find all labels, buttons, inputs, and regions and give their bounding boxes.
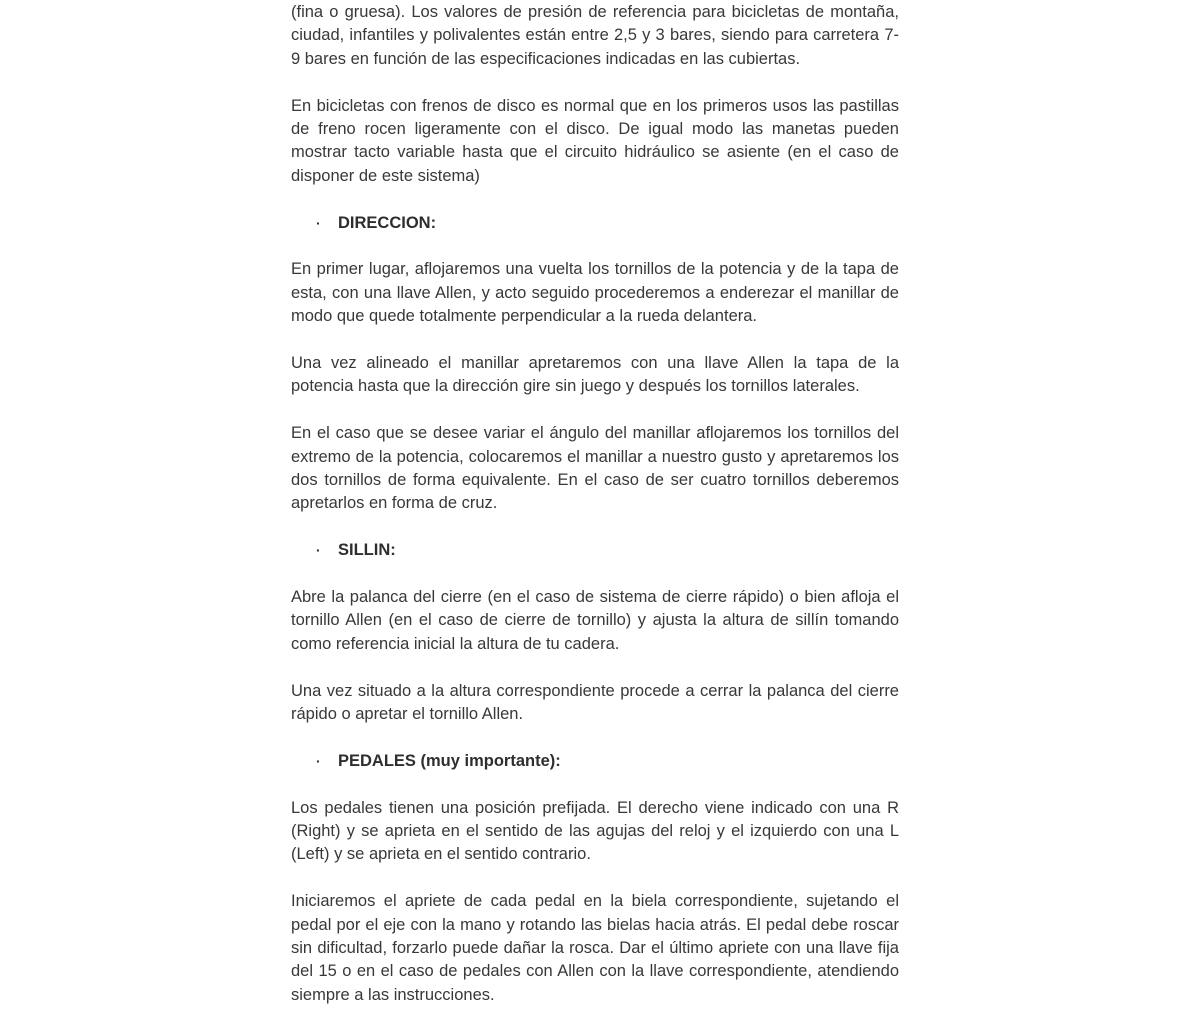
bullet-icon: · [316, 214, 321, 231]
paragraph: Los pedales tienen una posición prefijada. El derecho viene indicado con una R (Right) y se aprieta en el sentido de las agujas del reloj y el izquierdo con una L (Left) y se aprieta en el sentido contrario. [291, 798, 899, 864]
paragraph: En el caso que se desee variar el ángulo del manillar aflojaremos los tornillos del extremo de la potencia, colocaremos el manillar a nuestro gusto y apretaremos los dos tornillos de forma equivalente. En el caso de ser cuatro tornillos deberemos apretarlos en forma de cruz. [291, 424, 899, 513]
bullet-heading-sillin [291, 539, 899, 562]
paragraph: Iniciaremos el apriete de cada pedal en la biela correspondiente, sujetando el pedal por el eje con la mano y rotando las bielas hacia atrás. El pedal debe roscar sin dificultad, forzarlo puede dañar la rosca. Dar el último apriete con una llave fija del 15 o en el caso de pedales con Allen con la llave correspondiente, atendiendo siempre a las instrucciones. [291, 892, 899, 1004]
paragraph: En bicicletas con frenos de disco es normal que en los primeros usos las pastillas de freno rocen ligeramente con el disco. De igual modo las manetas pueden mostrar tacto variable hasta que el circuito hidráulico se asiente (en el caso de disponer de este sistema) [291, 96, 899, 185]
bullet-heading-pedales [291, 750, 899, 773]
paragraph: Una vez situado a la altura correspondiente procede a cerrar la palanca del cierre rápido o apretar el tornillo Allen. [291, 681, 899, 724]
heading-label: PEDALES (muy importante): [338, 751, 561, 770]
document-text-column [291, 0, 899, 1031]
paragraph: En primer lugar, aflojaremos una vuelta los tornillos de la potencia y de la tapa de esta, con una llave Allen, y acto seguido procederemos a enderezar el manillar de modo que quede totalmente perpendicular a la rueda delantera. [291, 260, 899, 326]
paragraph: Abre la palanca del cierre (en el caso de sistema de cierre rápido) o bien afloja el tornillo Allen (en el caso de cierre de tornillo) y ajusta la altura de sillín tomando como referencia inicial la altura de tu cadera. [291, 588, 899, 653]
heading-label: SILLIN: [338, 541, 396, 560]
heading-label: DIRECCION: [338, 213, 437, 232]
bullet-icon: · [316, 752, 321, 769]
paragraph: (fina o gruesa). Los valores de presión de referencia para bicicletas de montaña, ciudad, infantiles y polivalentes están entre 2,5 y 3 bares, siendo para carretera 7-9 bares en función de las especificaciones indicadas en las cubiertas. [291, 3, 899, 68]
paragraph: Una vez alineado el manillar apretaremos con una llave Allen la tapa de la potencia hasta que la dirección gire sin juego y después los tornillos laterales. [291, 354, 899, 396]
bullet-heading-direccion [291, 212, 899, 235]
bullet-icon: · [316, 542, 321, 559]
